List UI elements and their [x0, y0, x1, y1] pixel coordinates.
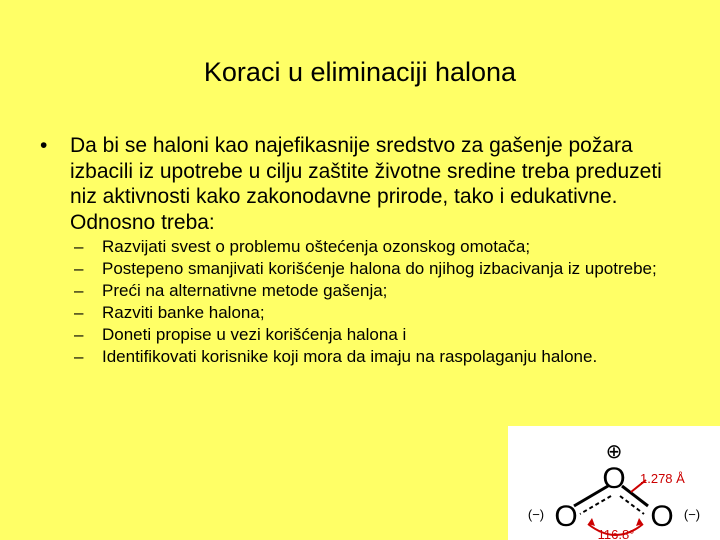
sub-bullet-text: Identifikovati korisnike koji mora da imaju na raspolaganju halone.: [102, 347, 598, 366]
charge-negative-right: (−): [683, 507, 701, 522]
charge-positive: ⊕: [605, 439, 623, 463]
sub-bullet-item: [74, 258, 694, 280]
sub-bullet-list: [74, 236, 694, 368]
sub-bullet-item: [74, 302, 694, 324]
sub-bullet-item: [74, 236, 694, 258]
dash-marker: –: [74, 259, 84, 278]
dash-marker: –: [74, 303, 84, 322]
dash-marker: –: [74, 347, 84, 366]
ozone-structure-svg: [508, 426, 720, 540]
sub-bullet-text: Razviti banke halona;: [102, 303, 265, 322]
main-bullet: [40, 133, 680, 235]
bullet-marker: •: [40, 134, 48, 157]
atom-left: O: [554, 500, 578, 533]
bond-length-label: 1.278 Å: [640, 471, 685, 486]
sub-bullet-item: [74, 346, 694, 368]
dash-marker: –: [74, 237, 84, 256]
sub-bullet-text: Preći na alternativne metode gašenja;: [102, 281, 388, 300]
sub-bullet-text: Doneti propise u vezi korišćenja halona i: [102, 325, 407, 344]
sub-bullet-item: [74, 324, 694, 346]
dash-marker: –: [74, 325, 84, 344]
ozone-molecule-diagram: [508, 426, 720, 540]
dash-marker: –: [74, 281, 84, 300]
atom-top: O: [602, 462, 626, 495]
charge-negative-left: (−): [527, 507, 545, 522]
main-bullet-text: Da bi se haloni kao najefikasnije sredstvo za gašenje požara izbacili iz upotrebe u cilju zaštite životne sredine treba preduzeti niz aktivnosti kako zakonodavne prirode, tako i edukativne. Odnosno treba:: [70, 134, 662, 234]
bond-angle-label: 116.8°: [597, 527, 635, 540]
sub-bullet-item: [74, 280, 694, 302]
sub-bullet-text: Postepeno smanjivati korišćenje halona do njihog izbacivanja iz upotrebe;: [102, 259, 657, 278]
slide-title: Koraci u eliminaciji halona: [203, 57, 517, 87]
sub-bullet-text: Razvijati svest o problemu oštećenja ozonskog omotača;: [102, 237, 531, 256]
atom-right: O: [650, 500, 674, 533]
